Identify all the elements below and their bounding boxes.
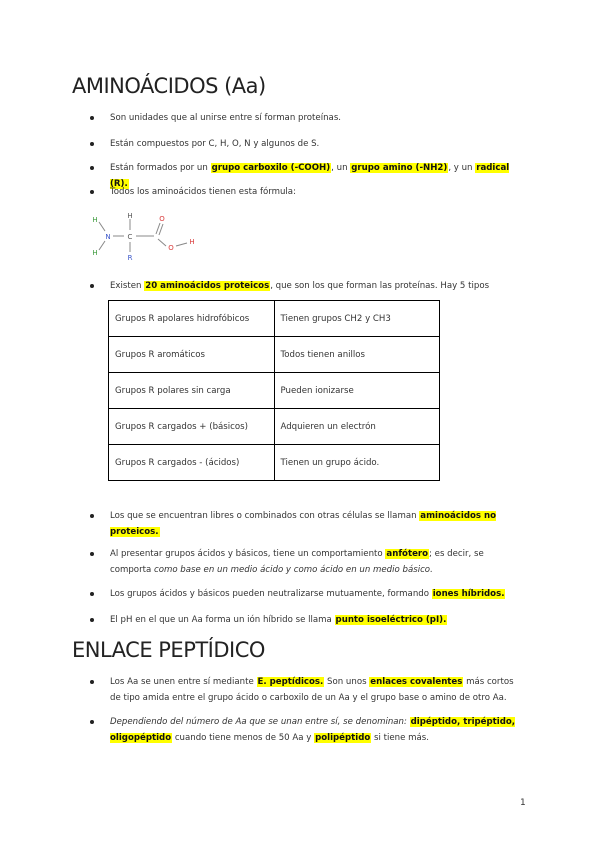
list-item	[90, 714, 520, 746]
list-item-text: El pH en el que un Aa forma un ión híbrido se llama punto isoeléctrico (pI).	[110, 615, 447, 625]
list-item	[90, 110, 520, 126]
table-cell: Tienen un grupo ácido.	[274, 445, 440, 481]
table-row	[109, 409, 440, 445]
highlight-amino: grupo amino (-NH2)	[351, 163, 448, 173]
bullet-dot	[90, 190, 94, 194]
list-item	[90, 586, 520, 602]
list-item-text: Dependiendo del número de Aa que se unan entre sí, se denominan: dipéptido, tripéptido, oligopéptido cuando tiene menos de 50 Aa y polipéptido si tiene más.	[110, 717, 516, 743]
bond	[156, 223, 160, 234]
atom-h: H	[92, 216, 98, 224]
atom-h: H	[189, 238, 195, 246]
list-item	[90, 546, 520, 578]
table-cell: Grupos R cargados + (básicos)	[109, 409, 275, 445]
table-cell: Grupos R apolares hidrofóbicos	[109, 301, 275, 337]
table-cell: Grupos R polares sin carga	[109, 373, 275, 409]
table-row	[109, 301, 440, 337]
table-cell: Grupos R aromáticos	[109, 337, 275, 373]
highlight-20-aminoacidos: 20 aminoácidos proteicos	[145, 281, 270, 291]
list-item	[90, 612, 520, 628]
atom-o: O	[159, 215, 165, 223]
highlight-anfotero: anfótero	[386, 549, 429, 559]
section-title-aminoacidos: AMINOÁCIDOS (Aa)	[72, 74, 266, 98]
bullet-dot	[90, 116, 94, 120]
table-cell: Adquieren un electrón	[274, 409, 440, 445]
highlight-polipeptido: polipéptido	[315, 733, 371, 743]
bullet-dot	[90, 618, 94, 622]
atom-o: O	[168, 244, 174, 252]
bullet-dot	[90, 552, 94, 556]
list-item-text: Son unidades que al unirse entre sí forman proteínas.	[110, 113, 342, 123]
highlight-enlaces-covalentes: enlaces covalentes	[370, 677, 463, 687]
bullet-dot	[90, 720, 94, 724]
atom-n: N	[105, 233, 111, 241]
atom-h: H	[92, 249, 98, 257]
list-item-text: Los grupos ácidos y básicos pueden neutralizarse mutuamente, formando iones híbridos.	[110, 589, 505, 599]
bullet-dot	[90, 592, 94, 596]
list-item	[90, 278, 520, 294]
bullet-dot	[90, 166, 94, 170]
highlight-e-peptidicos: E. peptídicos.	[257, 677, 324, 687]
bond	[158, 239, 166, 246]
bond	[176, 243, 187, 246]
list-item	[90, 508, 520, 540]
list-item	[90, 184, 520, 200]
atom-h: H	[127, 212, 133, 220]
highlight-iones-hibridos: iones híbridos.	[432, 589, 505, 599]
list-item-text: Los que se encuentran libres o combinados con otras células se llaman aminoácidos no proteicos.	[110, 511, 497, 537]
list-item	[90, 136, 520, 152]
table-cell: Tienen grupos CH2 y CH3	[274, 301, 440, 337]
page-number: 1	[520, 798, 526, 808]
list-item-text: Existen 20 aminoácidos proteicos, que son los que forman las proteínas. Hay 5 tipos	[110, 281, 490, 291]
highlight-no-proteicos: aminoácidos no proteicos.	[110, 511, 497, 537]
highlight-radical: radical (R).	[110, 163, 510, 189]
bullet-dot	[90, 284, 94, 288]
table-row	[109, 337, 440, 373]
list-item	[90, 674, 520, 706]
highlight-carboxilo: grupo carboxilo (-COOH)	[211, 163, 331, 173]
highlight-punto-isoelectrico: punto isoeléctrico (pI).	[335, 615, 447, 625]
table-cell: Pueden ionizarse	[274, 373, 440, 409]
bond	[99, 241, 105, 250]
amino-acid-structure-diagram	[86, 212, 216, 268]
bullet-dot	[90, 680, 94, 684]
list-item-text: Están compuestos por C, H, O, N y algunos de S.	[110, 139, 320, 149]
list-item-text: Al presentar grupos ácidos y básicos, tiene un comportamiento anfótero; es decir, se comporta como base en un medio ácido y como ácido en un medio básico.	[110, 549, 484, 575]
list-item-text: Están formados por un grupo carboxilo (-COOH), un grupo amino (-NH2), y un radical (R).	[110, 163, 510, 189]
table-row	[109, 373, 440, 409]
table-cell: Grupos R cargados - (ácidos)	[109, 445, 275, 481]
bullet-dot	[90, 514, 94, 518]
table-row	[109, 445, 440, 481]
bullet-dot	[90, 142, 94, 146]
list-item-text: Todos los aminoácidos tienen esta fórmula:	[110, 187, 296, 197]
atom-r: R	[127, 254, 133, 262]
section-title-enlace-peptidico: ENLACE PEPTÍDICO	[72, 638, 265, 662]
bond	[159, 224, 163, 235]
amino-acid-groups-table	[108, 300, 440, 481]
atom-c: C	[127, 233, 133, 241]
list-item-text: Los Aa se unen entre sí mediante E. peptídicos. Son unos enlaces covalentes más cortos de tipo amida entre el grupo ácido o carboxilo de un Aa y el grupo base o amino de otro Aa.	[110, 677, 514, 703]
table-cell: Todos tienen anillos	[274, 337, 440, 373]
highlight-peptidos: dipéptido, tripéptido, oligopéptido	[110, 717, 516, 743]
bond	[99, 222, 105, 231]
